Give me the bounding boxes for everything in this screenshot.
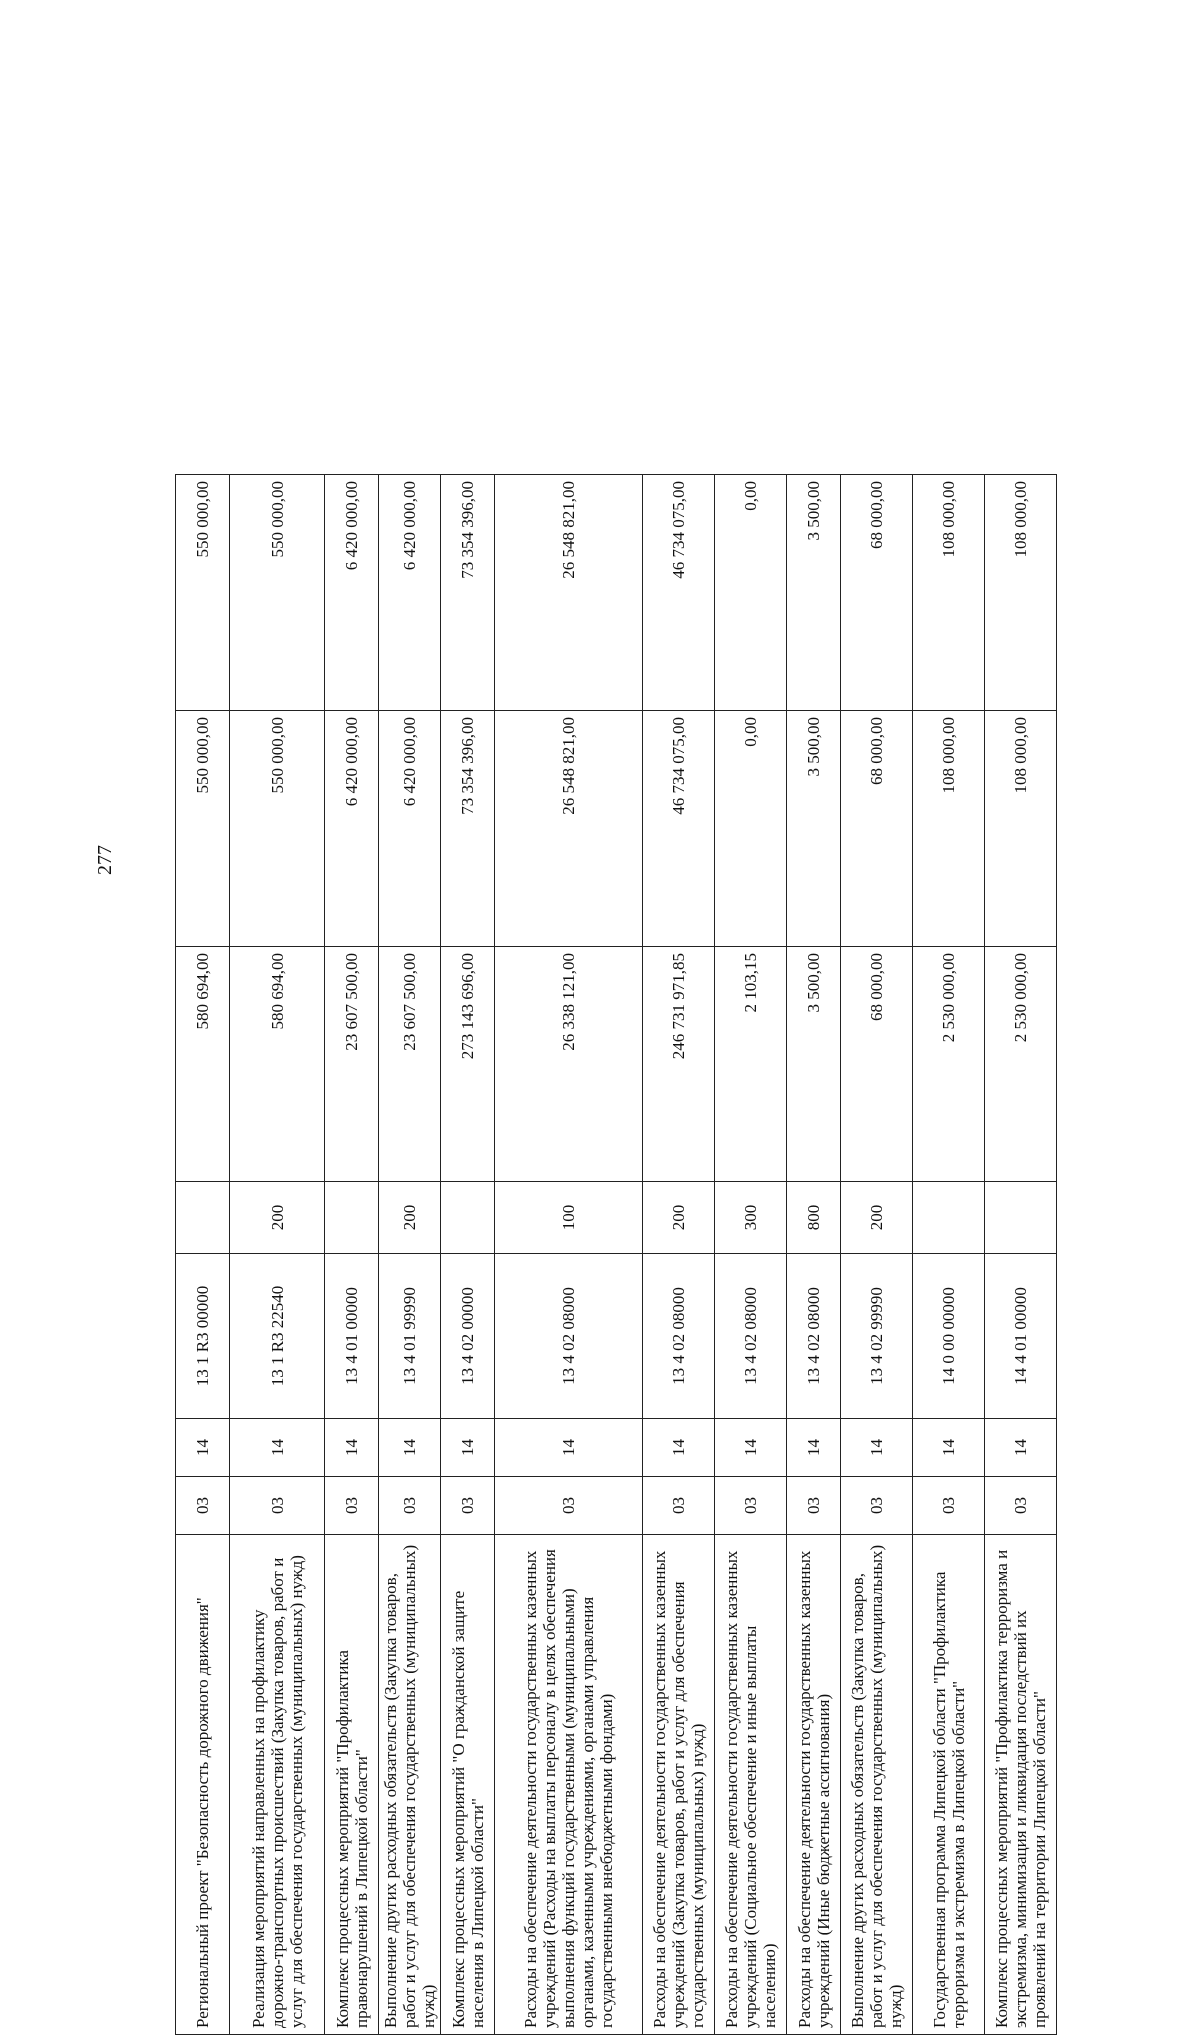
row-subsection-cell: 14 xyxy=(985,1419,1057,1477)
row-name-cell: Расходы на обеспечение деятельности государственных казенных учреждений (Закупка товаров, работ и услуг для обеспечения государственных (муниципальных) нужд) xyxy=(643,1535,715,2035)
budget-table xyxy=(175,474,1057,2035)
table-row xyxy=(495,475,643,2035)
row-subsection-cell: 14 xyxy=(913,1419,985,1477)
row-subsection-cell: 14 xyxy=(176,1419,230,1477)
row-expense-type-cell: 200 xyxy=(643,1182,715,1254)
row-amount-2-cell: 73 354 396,00 xyxy=(441,711,495,947)
row-expense-type-cell: 100 xyxy=(495,1182,643,1254)
row-target-article-cell: 13 4 02 99990 xyxy=(841,1254,913,1419)
table-row xyxy=(230,475,325,2035)
row-subsection-cell: 14 xyxy=(841,1419,913,1477)
row-amount-1-cell: 23 607 500,00 xyxy=(379,947,441,1182)
row-name-cell: Расходы на обеспечение деятельности государственных казенных учреждений (Расходы на выплаты персоналу в целях обеспечения выполнения функций государственными (муниципальными) органами, казенными учреждениями, органами управления государственными внебюджетными фондами) xyxy=(495,1535,643,2035)
row-name-cell: Выполнение других расходных обязательств (Закупка товаров, работ и услуг для обеспечения государственных (муниципальных) нужд) xyxy=(841,1535,913,2035)
row-amount-2-cell: 46 734 075,00 xyxy=(643,711,715,947)
row-subsection-cell: 14 xyxy=(325,1419,379,1477)
row-section-cell: 03 xyxy=(495,1477,643,1535)
row-amount-1-cell: 23 607 500,00 xyxy=(325,947,379,1182)
row-name-cell: Государственная программа Липецкой области "Профилактика терроризма и экстремизма в Липецкой области" xyxy=(913,1535,985,2035)
row-amount-2-cell: 6 420 000,00 xyxy=(325,711,379,947)
row-name-cell: Комплекс процессных мероприятий "Профилактика терроризма и экстремизма, минимизация и ликвидация последствий их проявлений на территории Липецкой области" xyxy=(985,1535,1057,2035)
row-name-cell: Расходы на обеспечение деятельности государственных казенных учреждений (Иные бюджетные ассигнования) xyxy=(787,1535,841,2035)
row-expense-type-cell: 200 xyxy=(841,1182,913,1254)
row-amount-3-cell: 68 000,00 xyxy=(841,475,913,711)
row-amount-2-cell: 26 548 821,00 xyxy=(495,711,643,947)
table-row xyxy=(441,475,495,2035)
row-name-cell: Комплекс процессных мероприятий "О гражданской защите населения в Липецкой области" xyxy=(441,1535,495,2035)
row-amount-3-cell: 6 420 000,00 xyxy=(379,475,441,711)
row-amount-2-cell: 108 000,00 xyxy=(985,711,1057,947)
row-expense-type-cell xyxy=(441,1182,495,1254)
row-target-article-cell: 14 0 00 00000 xyxy=(913,1254,985,1419)
row-target-article-cell: 13 1 R3 00000 xyxy=(176,1254,230,1419)
row-section-cell: 03 xyxy=(715,1477,787,1535)
row-target-article-cell: 13 1 R3 22540 xyxy=(230,1254,325,1419)
row-name-cell: Региональный проект "Безопасность дорожного движения" xyxy=(176,1535,230,2035)
table-row xyxy=(379,475,441,2035)
row-subsection-cell: 14 xyxy=(495,1419,643,1477)
row-amount-1-cell: 273 143 696,00 xyxy=(441,947,495,1182)
row-amount-1-cell: 580 694,00 xyxy=(176,947,230,1182)
row-section-cell: 03 xyxy=(787,1477,841,1535)
row-amount-3-cell: 26 548 821,00 xyxy=(495,475,643,711)
table-row xyxy=(787,475,841,2035)
row-expense-type-cell xyxy=(325,1182,379,1254)
row-amount-1-cell: 2 103,15 xyxy=(715,947,787,1182)
row-amount-2-cell: 0,00 xyxy=(715,711,787,947)
row-subsection-cell: 14 xyxy=(715,1419,787,1477)
row-subsection-cell: 14 xyxy=(230,1419,325,1477)
row-amount-3-cell: 550 000,00 xyxy=(230,475,325,711)
row-amount-2-cell: 6 420 000,00 xyxy=(379,711,441,947)
row-subsection-cell: 14 xyxy=(643,1419,715,1477)
row-amount-3-cell: 6 420 000,00 xyxy=(325,475,379,711)
table-row xyxy=(643,475,715,2035)
row-amount-3-cell: 73 354 396,00 xyxy=(441,475,495,711)
row-amount-1-cell: 26 338 121,00 xyxy=(495,947,643,1182)
row-expense-type-cell: 200 xyxy=(230,1182,325,1254)
row-section-cell: 03 xyxy=(985,1477,1057,1535)
row-section-cell: 03 xyxy=(841,1477,913,1535)
row-target-article-cell: 13 4 02 08000 xyxy=(787,1254,841,1419)
row-amount-2-cell: 68 000,00 xyxy=(841,711,913,947)
row-subsection-cell: 14 xyxy=(379,1419,441,1477)
row-amount-3-cell: 0,00 xyxy=(715,475,787,711)
row-subsection-cell: 14 xyxy=(787,1419,841,1477)
row-expense-type-cell xyxy=(985,1182,1057,1254)
row-target-article-cell: 13 4 02 08000 xyxy=(495,1254,643,1419)
row-amount-1-cell: 2 530 000,00 xyxy=(913,947,985,1182)
row-target-article-cell: 14 4 01 00000 xyxy=(985,1254,1057,1419)
table-row xyxy=(176,475,230,2035)
row-expense-type-cell: 200 xyxy=(379,1182,441,1254)
row-amount-1-cell: 68 000,00 xyxy=(841,947,913,1182)
row-amount-2-cell: 108 000,00 xyxy=(913,711,985,947)
row-amount-1-cell: 246 731 971,85 xyxy=(643,947,715,1182)
table-row xyxy=(985,475,1057,2035)
row-section-cell: 03 xyxy=(441,1477,495,1535)
row-section-cell: 03 xyxy=(913,1477,985,1535)
row-section-cell: 03 xyxy=(176,1477,230,1535)
row-expense-type-cell xyxy=(176,1182,230,1254)
table-body xyxy=(176,475,1057,2035)
row-amount-3-cell: 108 000,00 xyxy=(985,475,1057,711)
table-row xyxy=(841,475,913,2035)
row-amount-1-cell: 580 694,00 xyxy=(230,947,325,1182)
row-amount-2-cell: 550 000,00 xyxy=(230,711,325,947)
row-amount-2-cell: 550 000,00 xyxy=(176,711,230,947)
row-name-cell: Выполнение других расходных обязательств (Закупка товаров, работ и услуг для обеспечения государственных (муниципальных) нужд) xyxy=(379,1535,441,2035)
row-target-article-cell: 13 4 01 99990 xyxy=(379,1254,441,1419)
row-section-cell: 03 xyxy=(643,1477,715,1535)
page-number: 277 xyxy=(94,845,116,875)
row-amount-3-cell: 3 500,00 xyxy=(787,475,841,711)
table-row xyxy=(325,475,379,2035)
row-target-article-cell: 13 4 01 00000 xyxy=(325,1254,379,1419)
row-target-article-cell: 13 4 02 08000 xyxy=(643,1254,715,1419)
row-name-cell: Реализация мероприятий направленных на профилактику дорожно-транспортных происшествий (Закупка товаров, работ и услуг для обеспечения государственных (муниципальных) нужд) xyxy=(230,1535,325,2035)
table-row xyxy=(913,475,985,2035)
row-amount-3-cell: 550 000,00 xyxy=(176,475,230,711)
row-amount-1-cell: 2 530 000,00 xyxy=(985,947,1057,1182)
row-subsection-cell: 14 xyxy=(441,1419,495,1477)
budget-table-sheet xyxy=(175,475,1145,2035)
row-name-cell: Комплекс процессных мероприятий "Профилактика правонарушений в Липецкой области" xyxy=(325,1535,379,2035)
row-expense-type-cell: 800 xyxy=(787,1182,841,1254)
row-name-cell: Расходы на обеспечение деятельности государственных казенных учреждений (Социальное обеспечение и иные выплаты населению) xyxy=(715,1535,787,2035)
row-amount-2-cell: 3 500,00 xyxy=(787,711,841,947)
row-amount-1-cell: 3 500,00 xyxy=(787,947,841,1182)
row-expense-type-cell xyxy=(913,1182,985,1254)
row-section-cell: 03 xyxy=(325,1477,379,1535)
table-row xyxy=(715,475,787,2035)
row-amount-3-cell: 108 000,00 xyxy=(913,475,985,711)
row-section-cell: 03 xyxy=(230,1477,325,1535)
row-section-cell: 03 xyxy=(379,1477,441,1535)
row-target-article-cell: 13 4 02 00000 xyxy=(441,1254,495,1419)
row-expense-type-cell: 300 xyxy=(715,1182,787,1254)
row-amount-3-cell: 46 734 075,00 xyxy=(643,475,715,711)
row-target-article-cell: 13 4 02 08000 xyxy=(715,1254,787,1419)
